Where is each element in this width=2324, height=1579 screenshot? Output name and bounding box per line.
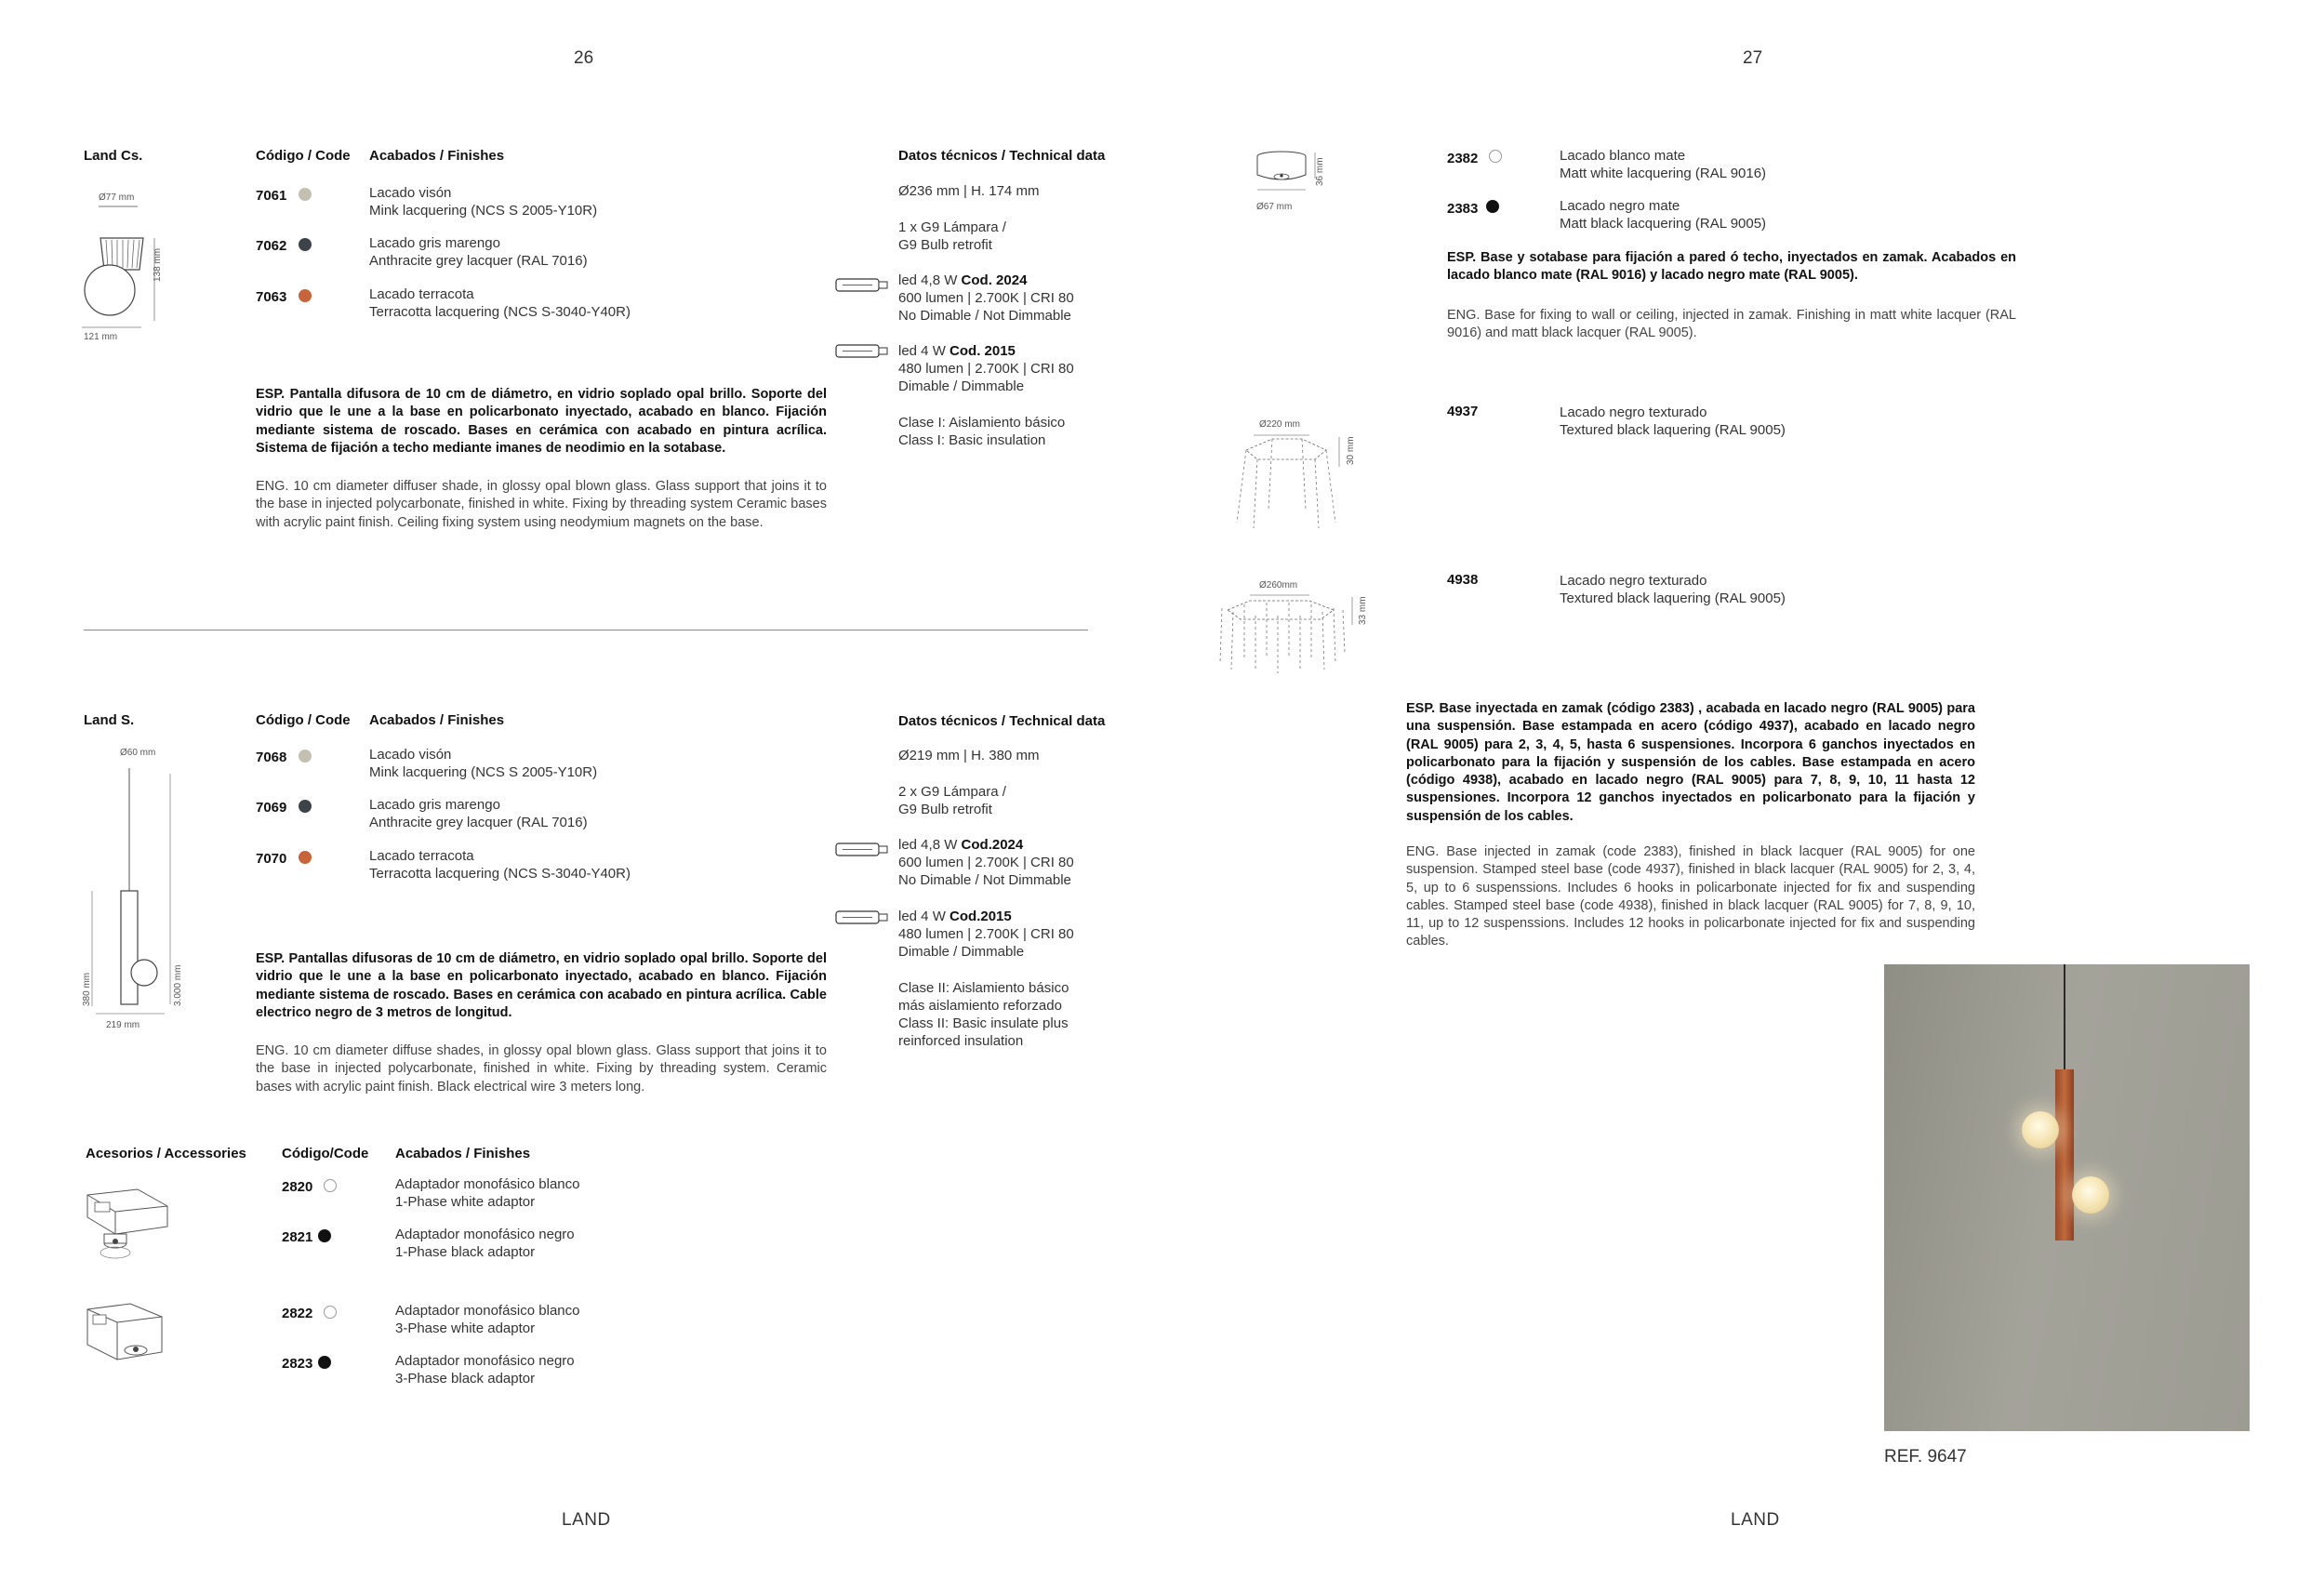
swatch-blanco [324,1179,337,1192]
led-module-icon [835,343,889,360]
tech-lamp: 2 x G9 Lámpara / G9 Bulb retrofit [898,784,1006,817]
tech-led1: led 4,8 W Cod. 2024 600 lumen | 2.700K | CRI 80 No Dimable / Not Dimmable [898,272,1074,324]
dim-width: 219 mm [106,1020,140,1030]
finish-7063: Lacado terracota Terracotta lacquering (NCS S-3040-Y40R) [369,286,631,320]
finish-7061: Lacado visón Mink lacquering (NCS S 2005-Y10R) [369,185,598,219]
finish-4938: Lacado negro texturado Textured black laquering (RAL 9005) [1560,573,1786,606]
code-4938: 4938 [1447,572,1479,588]
finish-7070: Lacado terracota Terracotta lacquering (NCS S-3040-Y40R) [369,848,631,882]
finish-7069: Lacado gris marengo Anthracite grey lacquer (RAL 7016) [369,797,588,830]
tech-class: Clase I: Aislamiento básico Class I: Basic insulation [898,415,1066,448]
swatch-negro [318,1229,331,1242]
swatch-blanco [1489,150,1502,163]
code-7068: 7068 [256,750,287,765]
footer-right: LAND [1731,1510,1780,1530]
finish-7068: Lacado visón Mink lacquering (NCS S 2005-Y10R) [369,747,598,780]
code-2822: 2822 [282,1306,313,1321]
code-2383: 2383 [1447,201,1479,217]
tech-led1: led 4,8 W Cod.2024 600 lumen | 2.700K | CRI 80 No Dimable / Not Dimmable [898,837,1074,888]
finish-7062: Lacado gris marengo Anthracite grey lacquer (RAL 7016) [369,235,588,269]
photo-caption: REF. 9647 [1884,1447,1967,1466]
canopy-6-drawing [1226,430,1347,532]
code-2821: 2821 [282,1229,313,1245]
tech-header: Datos técnicos / Technical data [898,713,1106,729]
swatch-terracota [299,289,312,302]
page-number-left: 26 [574,48,594,68]
adaptor-3phase-drawing [84,1302,167,1376]
finish-2823: Adaptador monofásico negro 3-Phase black adaptor [395,1353,575,1387]
canopy-12-drawing [1213,591,1361,675]
land-cs-eng: ENG. 10 cm diameter diffuser shade, in glossy opal blown glass. Glass support that joins it to the base in injected polycarbonate, finished in white. Fixing by threading system Ceramic bases with acrylic paint finish. Ceiling fixing system using neodymium magnets on the base. [256,479,827,530]
led-module-icon [835,277,889,294]
dim-h2: 3.000 mm [173,964,183,1006]
swatch-gris [299,800,312,813]
code-7062: 7062 [256,238,287,254]
dim-height: 138 mm [153,247,163,282]
tech-header: Datos técnicos / Technical data [898,148,1106,164]
dim-diameter: Ø220 mm [1259,419,1300,430]
code-7063: 7063 [256,289,287,305]
tech-lamp: 1 x G9 Lámpara / G9 Bulb retrofit [898,219,1006,253]
swatch-negro [318,1356,331,1369]
page-number-right: 27 [1743,48,1763,68]
finish-2383: Lacado negro mate Matt black lacquering (RAL 9005) [1560,198,1767,232]
swatch-vison [299,188,312,201]
code-2820: 2820 [282,1179,313,1195]
tech-size: Ø236 mm | H. 174 mm [898,183,1040,199]
tech-led2: led 4 W Cod.2015 480 lumen | 2.700K | CRI 80 Dimable / Dimmable [898,909,1074,960]
dim-diameter: Ø77 mm [99,192,135,203]
land-s-eng: ENG. 10 cm diameter diffuse shades, in glossy opal blown glass. Glass support that joins it to the base in injected polycarbonate, finished in white. Fixing by threading system. Ceramic bases with acrylic paint finish. Black electrical wire 3 meters long. [256,1043,827,1095]
dim-diameter: Ø260mm [1259,580,1298,590]
finish-2822: Adaptador monofásico blanco 3-Phase white adaptor [395,1303,580,1336]
finish-header: Acabados / Finishes [369,712,505,728]
land-s-title: Land S. [84,712,135,728]
code-7061: 7061 [256,188,287,204]
tech-led2: led 4 W Cod. 2015 480 lumen | 2.700K | CRI 80 Dimable / Dimmable [898,343,1074,394]
dim-diameter: Ø67 mm [1256,202,1293,212]
code-header: Código / Code [256,148,351,164]
product-photo [1884,964,2250,1431]
finish-header: Acabados / Finishes [395,1146,531,1161]
led-module-icon [835,842,889,858]
base-eng: ENG. Base for fixing to wall or ceiling, injected in zamak. Finishing in matt white lacquer (RAL 9016) and matt black lacquer (RAL 9005). [1447,308,2016,341]
dim-height: 30 mm [1346,436,1356,465]
accessories-title: Acesorios / Accessories [86,1146,246,1161]
land-cs-title: Land Cs. [84,148,143,164]
code-2382: 2382 [1447,151,1479,166]
footer-left: LAND [562,1510,611,1530]
swatch-negro [1486,200,1499,213]
canopy-eng: ENG. Base injected in zamak (code 2383), finished in black lacquer (RAL 9005) for one suspension. Stamped steel base (code 4937), finished in black lacquer (RAL 9005) for 2, 3, 4, 5, up to 6 suspenssions. Includes 6 hooks in policarbonate injected for fix and suspending cables. Stamped steel base (code 4938), finished in black lacquer (RAL 9005) for 7, 8, 9, 10, 11, up to 12 suspenssions. Includes 12 hooks in policarbonate injected for fix and suspending cables. [1406,844,1975,949]
tech-size: Ø219 mm | H. 380 mm [898,748,1040,763]
swatch-vison [299,750,312,763]
dim-width: 121 mm [84,332,118,342]
swatch-blanco [324,1306,337,1319]
dim-h1: 380 mm [82,972,92,1006]
code-header: Código/Code [282,1146,369,1161]
tech-class: Clase II: Aislamiento básico más aislamiento reforzado Class II: Basic insulate plus reinforced insulation [898,980,1069,1049]
led-module-icon [835,909,889,926]
dim-diameter: Ø60 mm [120,748,156,758]
swatch-terracota [299,851,312,864]
canopy-esp: ESP. Base inyectada en zamak (código 2383) , acabada en lacado negro (RAL 9005) para una suspensión. Base estampada en acero (código 4937), acabado en lacado negro (RAL 9005) para 2, 3, 4, 5, hasta 6 suspensiones. Incorpora 6 ganchos inyectados en policarbonato para la fijación y suspensión de los cables. Base estampada en acero (código 4938), acabado en lacado negro (RAL 9005) para 7, 8, 9, 10, 11 hasta 12 suspensiones. Incorpora 12 ganchos inyectados en policarbonato para la fijación y suspensión de los cables. [1406,701,1975,824]
finish-header: Acabados / Finishes [369,148,505,164]
finish-2382: Lacado blanco mate Matt white lacquering (RAL 9016) [1560,148,1767,181]
code-header: Código / Code [256,712,351,728]
land-s-esp: ESP. Pantallas difusoras de 10 cm de diámetro, en vidrio soplado opal brillo. Soporte del vidrio que le une a la base en policarbonato inyectado, acabado en blanco. Fijación mediante sistema de roscado. Bases en cerámica con acabado en pintura acrílica. Cable electrico negro de 3 metros de longitud. [256,951,827,1020]
adaptor-1phase-drawing [82,1186,175,1265]
finish-2820: Adaptador monofásico blanco 1-Phase white adaptor [395,1176,580,1210]
swatch-gris [299,238,312,251]
code-2823: 2823 [282,1356,313,1372]
code-4937: 4937 [1447,404,1479,419]
dim-height: 33 mm [1358,596,1368,625]
base-esp: ESP. Base y sotabase para fijación a pared ó techo, inyectados en zamak. Acabados en lacado blanco mate (RAL 9016) y lacado negro mate (RAL 9005). [1447,250,2016,284]
finish-4937: Lacado negro texturado Textured black laquering (RAL 9005) [1560,405,1786,438]
code-7069: 7069 [256,800,287,816]
code-7070: 7070 [256,851,287,867]
dim-height: 36 mm [1315,157,1325,186]
land-cs-esp: ESP. Pantalla difusora de 10 cm de diámetro, en vidrio soplado opal brillo. Soporte del vidrio que le une a la base en policarbonato inyectado, acabado en blanco. Fijación mediante sistema de roscado. Bases en cerámica con acabado en pintura acrílica. Sistema de fijación a techo mediante imanes de neodimio en la sotabase. [256,387,827,456]
finish-2821: Adaptador monofásico negro 1-Phase black adaptor [395,1227,575,1260]
